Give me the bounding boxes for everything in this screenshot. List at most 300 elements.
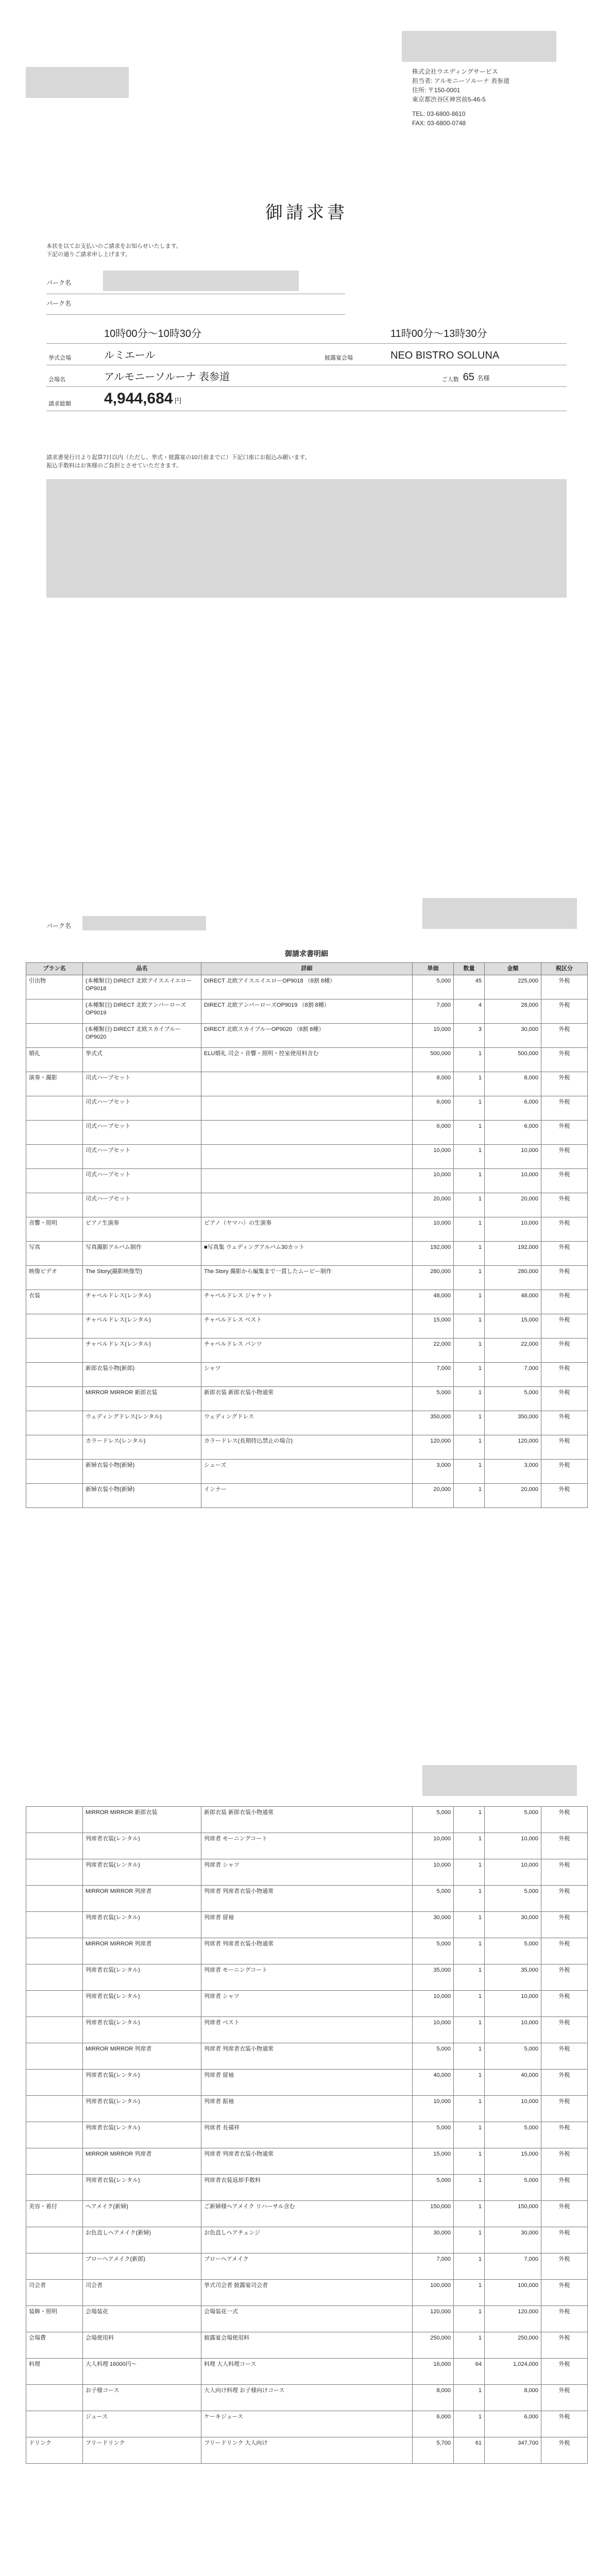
- table-cell: 列席者 振袖: [201, 2096, 413, 2122]
- table-cell: 1: [454, 1886, 485, 1912]
- table-cell: 16,000: [413, 2359, 454, 2385]
- table-cell: 280,000: [485, 1266, 541, 1290]
- table-row: [26, 2201, 588, 2227]
- table-cell: 5,000: [413, 1886, 454, 1912]
- table-cell: ピアノ（ヤマハ）の生演奏: [201, 1217, 413, 1242]
- table-cell: 10,000: [485, 1991, 541, 2017]
- table-cell: 1: [454, 1121, 485, 1145]
- table-cell: 225,000: [485, 975, 541, 999]
- table-cell: お子様コース: [83, 2385, 201, 2411]
- table-cell: 5,000: [413, 2175, 454, 2201]
- table-cell: 列席者 列席者衣装小物通常: [201, 2148, 413, 2175]
- table-cell: チャペルドレス(レンタル): [83, 1290, 201, 1314]
- table-cell: 外税: [541, 2385, 588, 2411]
- table-cell: 22,000: [485, 1338, 541, 1363]
- table-cell: カラードレス(長期持込禁止の場合): [201, 1435, 413, 1460]
- detail-title: 御請求書明細: [285, 950, 328, 958]
- table-cell: [26, 2148, 83, 2175]
- table-cell: 外税: [541, 1387, 588, 1411]
- table-cell: 1: [454, 1290, 485, 1314]
- table-cell: 1: [454, 2280, 485, 2306]
- table-cell: 1: [454, 2122, 485, 2148]
- table-cell: 外税: [541, 1938, 588, 1964]
- table-cell: 列席者衣装(レンタル): [83, 2175, 201, 2201]
- table-cell: 5,000: [485, 1938, 541, 1964]
- detail-table-1: [26, 962, 588, 1508]
- table-row: [26, 1833, 588, 1859]
- page-label: パーク名: [46, 922, 72, 929]
- name-field-1: パーク名: [46, 278, 345, 294]
- table-cell: 外税: [541, 1217, 588, 1242]
- table-cell: 1: [454, 2306, 485, 2332]
- table-cell: 1: [454, 1833, 485, 1859]
- table-cell: [26, 1338, 83, 1363]
- table-cell: 1: [454, 2175, 485, 2201]
- table-cell: 1: [454, 2227, 485, 2253]
- table-row: [26, 1807, 588, 1833]
- table-cell: [26, 1859, 83, 1886]
- table-cell: 列席者衣装(レンタル): [83, 1912, 201, 1938]
- table-cell: 3: [454, 1024, 485, 1048]
- table-row: [26, 1266, 588, 1290]
- table-cell: 10,000: [413, 1217, 454, 1242]
- table-cell: 司式ハープセット: [83, 1121, 201, 1145]
- table-row: [26, 1912, 588, 1938]
- event-info-table: 10時00分〜10時30分 11時00分〜13時30分 挙式会場 ルミエール 披露宴会場 NEO BISTRO SOLUNA 会場名 アルモニーソルーナ 表参道 ご人数 65 名様 請求総額 4,944,684 円: [46, 322, 567, 411]
- table-cell: 7,000: [413, 1363, 454, 1387]
- table-cell: 250,000: [485, 2332, 541, 2359]
- table-cell: 列席者 列席者衣装小物通常: [201, 1938, 413, 1964]
- table-row: [26, 2306, 588, 2332]
- table-cell: 1: [454, 1314, 485, 1338]
- table-cell: 1: [454, 2253, 485, 2280]
- table-cell: 3,000: [485, 1460, 541, 1484]
- table-cell: 5,000: [413, 1938, 454, 1964]
- table-cell: 外税: [541, 975, 588, 999]
- table-cell: 30,000: [485, 1912, 541, 1938]
- table-cell: 外税: [541, 1338, 588, 1363]
- table-cell: 8,000: [485, 2385, 541, 2411]
- table-cell: MIRROR MIRROR 列席者: [83, 2043, 201, 2070]
- table-cell: 外税: [541, 1363, 588, 1387]
- redacted-block: [402, 31, 556, 62]
- name-field-2: パーク名: [46, 299, 345, 315]
- table-cell: 外税: [541, 2043, 588, 2070]
- table-cell: 28,000: [485, 999, 541, 1024]
- table-cell: MIRROR MIRROR 新郎衣装: [83, 1387, 201, 1411]
- table-cell: 4: [454, 999, 485, 1024]
- table-cell: 外税: [541, 2253, 588, 2280]
- table-cell: ジュース: [83, 2411, 201, 2437]
- redacted-bank-info: [46, 479, 567, 598]
- table-cell: チャペルドレス パンツ: [201, 1338, 413, 1363]
- table-row: [26, 1338, 588, 1363]
- table-cell: 40,000: [485, 2070, 541, 2096]
- table-row: [26, 2332, 588, 2359]
- table-cell: チャペルドレス ジャケット: [201, 1290, 413, 1314]
- table-cell: 30,000: [485, 1024, 541, 1048]
- table-cell: 外税: [541, 1096, 588, 1121]
- table-cell: [26, 2070, 83, 2096]
- table-row: [26, 1290, 588, 1314]
- table-cell: [26, 2043, 83, 2070]
- table-cell: 5,000: [485, 2043, 541, 2070]
- table-cell: [201, 1193, 413, 1217]
- table-cell: チャペルドレス(レンタル): [83, 1314, 201, 1338]
- table-cell: [26, 1912, 83, 1938]
- table-cell: [26, 999, 83, 1024]
- table-row: [26, 1096, 588, 1121]
- table-cell: 30,000: [485, 2227, 541, 2253]
- table-cell: 10,000: [485, 2017, 541, 2043]
- table-cell: 外税: [541, 2148, 588, 2175]
- table-row: [26, 2148, 588, 2175]
- table-cell: お色直しヘアチェンジ: [201, 2227, 413, 2253]
- table-row: [26, 2253, 588, 2280]
- table-cell: ウェディングドレス(レンタル): [83, 1411, 201, 1435]
- table-cell: 外税: [541, 1121, 588, 1145]
- table-row: [26, 1217, 588, 1242]
- table-cell: 外税: [541, 2280, 588, 2306]
- table-cell: 外税: [541, 2332, 588, 2359]
- table-cell: 挙式式: [83, 1048, 201, 1072]
- table-cell: 外税: [541, 1072, 588, 1096]
- table-cell: 48,000: [413, 1290, 454, 1314]
- table-cell: [26, 1096, 83, 1121]
- table-cell: [201, 1145, 413, 1169]
- table-cell: カラードレス(レンタル): [83, 1435, 201, 1460]
- table-row: [26, 1886, 588, 1912]
- table-cell: 写真撮影アルバム制作: [83, 1242, 201, 1266]
- table-cell: (本種類目) DIRECT 北欧スカイブルーOP9020: [83, 1024, 201, 1048]
- table-cell: 1: [454, 1048, 485, 1072]
- table-cell: 30,000: [413, 2227, 454, 2253]
- table-cell: 列席者 モーニングコート: [201, 1833, 413, 1859]
- table-cell: 35,000: [485, 1964, 541, 1991]
- payment-note: 請求書発行日より起算7日以内（ただし、挙式・披露宴の10日前までに）下記口座にお振込み願います。 振込手数料はお客様のご負担とさせていただきます。: [46, 454, 311, 469]
- invoice-page-2: [0, 867, 613, 1734]
- table-cell: 7,000: [413, 999, 454, 1024]
- table-cell: 1: [454, 2070, 485, 2096]
- table-cell: お色直しヘアメイク(新婦): [83, 2227, 201, 2253]
- table-cell: 1: [454, 1991, 485, 2017]
- table-cell: 35,000: [413, 1964, 454, 1991]
- table-row: [26, 2017, 588, 2043]
- table-cell: [26, 1411, 83, 1435]
- table-cell: 5,000: [413, 1807, 454, 1833]
- total-amount: 4,944,684: [104, 390, 173, 407]
- table-cell: 5,000: [485, 2175, 541, 2201]
- table-cell: ウェディングドレス: [201, 1411, 413, 1435]
- table-cell: 外税: [541, 1435, 588, 1460]
- table-cell: 40,000: [413, 2070, 454, 2096]
- table-cell: 192,000: [413, 1242, 454, 1266]
- table-cell: 150,000: [485, 2201, 541, 2227]
- table-row: [26, 1193, 588, 1217]
- table-row: [26, 1363, 588, 1387]
- table-cell: 衣装: [26, 1290, 83, 1314]
- table-cell: 会場費: [26, 2332, 83, 2359]
- table-cell: フリードリンク: [83, 2437, 201, 2464]
- table-cell: 48,000: [485, 1290, 541, 1314]
- table-cell: 美容・着付: [26, 2201, 83, 2227]
- table-cell: 外税: [541, 1833, 588, 1859]
- table-cell: 列席者 列席者衣装小物通常: [201, 1886, 413, 1912]
- table-cell: ケーキジュース: [201, 2411, 413, 2437]
- table-cell: MIRROR MIRROR 列席者: [83, 1938, 201, 1964]
- table-cell: 1: [454, 1096, 485, 1121]
- table-row: [26, 2359, 588, 2385]
- table-cell: [26, 1363, 83, 1387]
- table-cell: 350,000: [413, 1411, 454, 1435]
- table-cell: 新婦衣装小物(新婦): [83, 1484, 201, 1508]
- table-cell: 1: [454, 1338, 485, 1363]
- table-row: [26, 2437, 588, 2464]
- table-cell: [201, 1169, 413, 1193]
- table-cell: 10,000: [413, 1169, 454, 1193]
- table-row: [26, 1387, 588, 1411]
- table-cell: 列席者 留袖: [201, 1912, 413, 1938]
- table-cell: 外税: [541, 2411, 588, 2437]
- table-cell: 1: [454, 1460, 485, 1484]
- table-cell: 1: [454, 2411, 485, 2437]
- table-cell: 7,000: [413, 2253, 454, 2280]
- table-cell: 挙式司会者 披露宴司会者: [201, 2280, 413, 2306]
- table-cell: 5,000: [413, 975, 454, 999]
- table-cell: 15,000: [485, 1314, 541, 1338]
- table-cell: 1: [454, 1387, 485, 1411]
- table-cell: [26, 1024, 83, 1048]
- table-cell: 10,000: [413, 1859, 454, 1886]
- table-cell: 7,000: [485, 1363, 541, 1387]
- table-cell: インナー: [201, 1484, 413, 1508]
- table-cell: [26, 1145, 83, 1169]
- table-cell: 列席者衣装(レンタル): [83, 1991, 201, 2017]
- table-row: [26, 1964, 588, 1991]
- table-cell: 6,000: [413, 2411, 454, 2437]
- table-row: [26, 1859, 588, 1886]
- table-cell: 司会者: [26, 2280, 83, 2306]
- table-cell: 45: [454, 975, 485, 999]
- table-cell: 列席者衣装(レンタル): [83, 2070, 201, 2096]
- table-cell: 5,000: [413, 1387, 454, 1411]
- table-cell: [26, 2017, 83, 2043]
- table-cell: 外税: [541, 1991, 588, 2017]
- table-cell: 列席者衣装返却手数料: [201, 2175, 413, 2201]
- table-cell: 10,000: [485, 1833, 541, 1859]
- table-cell: 列席者衣装(レンタル): [83, 1964, 201, 1991]
- table-cell: 列席者 モーニングコート: [201, 1964, 413, 1991]
- table-row: [26, 1024, 588, 1048]
- table-cell: 15,000: [485, 2148, 541, 2175]
- table-cell: 1: [454, 1217, 485, 1242]
- table-cell: 外税: [541, 1290, 588, 1314]
- table-cell: チャペルドレス(レンタル): [83, 1338, 201, 1363]
- table-cell: 20,000: [485, 1193, 541, 1217]
- table-cell: [26, 2122, 83, 2148]
- table-cell: 7,000: [485, 2253, 541, 2280]
- table-cell: [26, 1938, 83, 1964]
- table-cell: 外税: [541, 999, 588, 1024]
- table-cell: 列席者衣装(レンタル): [83, 2017, 201, 2043]
- table-cell: 会場装花一式: [201, 2306, 413, 2332]
- table-cell: 外税: [541, 1193, 588, 1217]
- table-cell: 6,000: [413, 1096, 454, 1121]
- table-cell: シューズ: [201, 1460, 413, 1484]
- table-cell: 6,000: [485, 1096, 541, 1121]
- table-cell: 司会者: [83, 2280, 201, 2306]
- table-cell: 20,000: [485, 1484, 541, 1508]
- table-cell: 写真: [26, 1242, 83, 1266]
- redacted-block: [82, 916, 206, 930]
- table-row: [26, 1938, 588, 1964]
- table-cell: 外税: [541, 1266, 588, 1290]
- table-cell: The Story(撮影映像型): [83, 1266, 201, 1290]
- table-cell: MIRROR MIRROR 列席者: [83, 1886, 201, 1912]
- table-cell: 10,000: [413, 1991, 454, 2017]
- table-cell: 列席者衣装(レンタル): [83, 2096, 201, 2122]
- company-info: 株式会社ウエディングサービス 担当者: アルモニーソルーナ 表参道 住所: 〒150-0001 東京都渋谷区神宮前5-46-5 TEL: 03-6800-8610 FAX: 03-6800-0748: [412, 68, 510, 127]
- table-header: プラン名 品名 詳細 単価 数量 金額 税区分: [26, 963, 588, 975]
- table-cell: 15,000: [413, 1314, 454, 1338]
- redacted-block: [26, 67, 129, 98]
- table-cell: MIRROR MIRROR 列席者: [83, 2148, 201, 2175]
- table-row: [26, 1121, 588, 1145]
- table-row: [26, 975, 588, 999]
- table-cell: [26, 2096, 83, 2122]
- table-cell: 5,000: [485, 1886, 541, 1912]
- table-cell: 料理 大人料理コース: [201, 2359, 413, 2385]
- table-cell: 1: [454, 1807, 485, 1833]
- table-cell: 列席者 シャツ: [201, 1859, 413, 1886]
- table-cell: 500,000: [485, 1048, 541, 1072]
- table-cell: [26, 1314, 83, 1338]
- table-cell: 1: [454, 1859, 485, 1886]
- table-cell: 外税: [541, 1484, 588, 1508]
- table-cell: 61: [454, 2437, 485, 2464]
- table-cell: The Story 撮影から編集まで一貫したムービー制作: [201, 1266, 413, 1290]
- table-cell: DIRECT 北欧アイスエイエローOP9018 （8割 8種）: [201, 975, 413, 999]
- table-cell: MIRROR MIRROR 新郎衣装: [83, 1807, 201, 1833]
- table-cell: [26, 1193, 83, 1217]
- table-cell: 婚礼: [26, 1048, 83, 1072]
- table-cell: 120,000: [485, 1435, 541, 1460]
- table-cell: 外税: [541, 2070, 588, 2096]
- table-cell: 5,000: [485, 2122, 541, 2148]
- table-cell: 1: [454, 2096, 485, 2122]
- table-cell: 280,000: [413, 1266, 454, 1290]
- table-cell: 司式ハープセット: [83, 1169, 201, 1193]
- table-cell: 列席者 留袖: [201, 2070, 413, 2096]
- table-cell: 6,000: [413, 1121, 454, 1145]
- table-cell: 外税: [541, 2175, 588, 2201]
- table-cell: 10,000: [413, 2017, 454, 2043]
- table-cell: 司式ハープセット: [83, 1193, 201, 1217]
- table-row: [26, 2070, 588, 2096]
- table-cell: 120,000: [413, 2306, 454, 2332]
- table-cell: 30,000: [413, 1912, 454, 1938]
- table-cell: 新婦衣装小物(新婦): [83, 1460, 201, 1484]
- table-cell: 演奏・撮影: [26, 1072, 83, 1096]
- table-cell: 外税: [541, 1314, 588, 1338]
- table-cell: [26, 2411, 83, 2437]
- table-cell: 外税: [541, 2306, 588, 2332]
- table-cell: [26, 2385, 83, 2411]
- table-cell: 列席者衣装(レンタル): [83, 1833, 201, 1859]
- table-cell: 1,024,000: [485, 2359, 541, 2385]
- table-cell: 外税: [541, 1411, 588, 1435]
- table-cell: [201, 1096, 413, 1121]
- table-cell: 外税: [541, 1024, 588, 1048]
- table-cell: 会場装花: [83, 2306, 201, 2332]
- table-cell: 1: [454, 2332, 485, 2359]
- table-cell: 司式ハープセット: [83, 1145, 201, 1169]
- table-row: [26, 1048, 588, 1072]
- table-row: [26, 1242, 588, 1266]
- table-cell: 1: [454, 1435, 485, 1460]
- table-cell: 150,000: [413, 2201, 454, 2227]
- table-cell: 列席者 列席者衣装小物通常: [201, 2043, 413, 2070]
- table-cell: [26, 1387, 83, 1411]
- table-row: [26, 1411, 588, 1435]
- table-cell: 64: [454, 2359, 485, 2385]
- table-cell: 1: [454, 2385, 485, 2411]
- table-row: [26, 2385, 588, 2411]
- table-cell: 6,000: [485, 1121, 541, 1145]
- table-cell: 列席者衣装(レンタル): [83, 1859, 201, 1886]
- table-cell: 大人料理 16000円〜: [83, 2359, 201, 2385]
- table-cell: 5,000: [485, 1807, 541, 1833]
- table-cell: 10,000: [413, 1024, 454, 1048]
- table-cell: [26, 1964, 83, 1991]
- table-row: [26, 2227, 588, 2253]
- table-cell: 5,700: [413, 2437, 454, 2464]
- table-cell: 外税: [541, 1460, 588, 1484]
- table-row: [26, 2411, 588, 2437]
- table-cell: 列席者 ベスト: [201, 2017, 413, 2043]
- table-row: [26, 2122, 588, 2148]
- table-cell: 新郎衣装 新郎衣装小物通常: [201, 1387, 413, 1411]
- redacted-block: [422, 1765, 577, 1796]
- table-cell: 外税: [541, 1807, 588, 1833]
- table-cell: 列席者 シャツ: [201, 1991, 413, 2017]
- table-cell: 外税: [541, 2201, 588, 2227]
- table-cell: ご新婦様ヘアメイク リハーサル含む: [201, 2201, 413, 2227]
- table-cell: 1: [454, 1411, 485, 1435]
- table-cell: 外税: [541, 2437, 588, 2464]
- table-row: [26, 2043, 588, 2070]
- table-row: [26, 1435, 588, 1460]
- table-cell: 10,000: [413, 2096, 454, 2122]
- table-cell: [26, 1169, 83, 1193]
- table-cell: 500,000: [413, 1048, 454, 1072]
- table-cell: 新郎衣装 新郎衣装小物通常: [201, 1807, 413, 1833]
- table-cell: 1: [454, 2201, 485, 2227]
- table-cell: 1: [454, 2148, 485, 2175]
- table-cell: 5,000: [413, 2043, 454, 2070]
- table-cell: 外税: [541, 2122, 588, 2148]
- table-cell: 8,000: [485, 1072, 541, 1096]
- table-cell: 司式ハープセット: [83, 1096, 201, 1121]
- table-cell: ピアノ生演奏: [83, 1217, 201, 1242]
- table-cell: チャペルドレス ベスト: [201, 1314, 413, 1338]
- table-cell: 1: [454, 1363, 485, 1387]
- table-cell: ブローヘアメイク: [201, 2253, 413, 2280]
- table-cell: [26, 1460, 83, 1484]
- table-row: [26, 1169, 588, 1193]
- table-cell: ■写真集 ウェディングアルバム30カット: [201, 1242, 413, 1266]
- table-cell: 外税: [541, 2359, 588, 2385]
